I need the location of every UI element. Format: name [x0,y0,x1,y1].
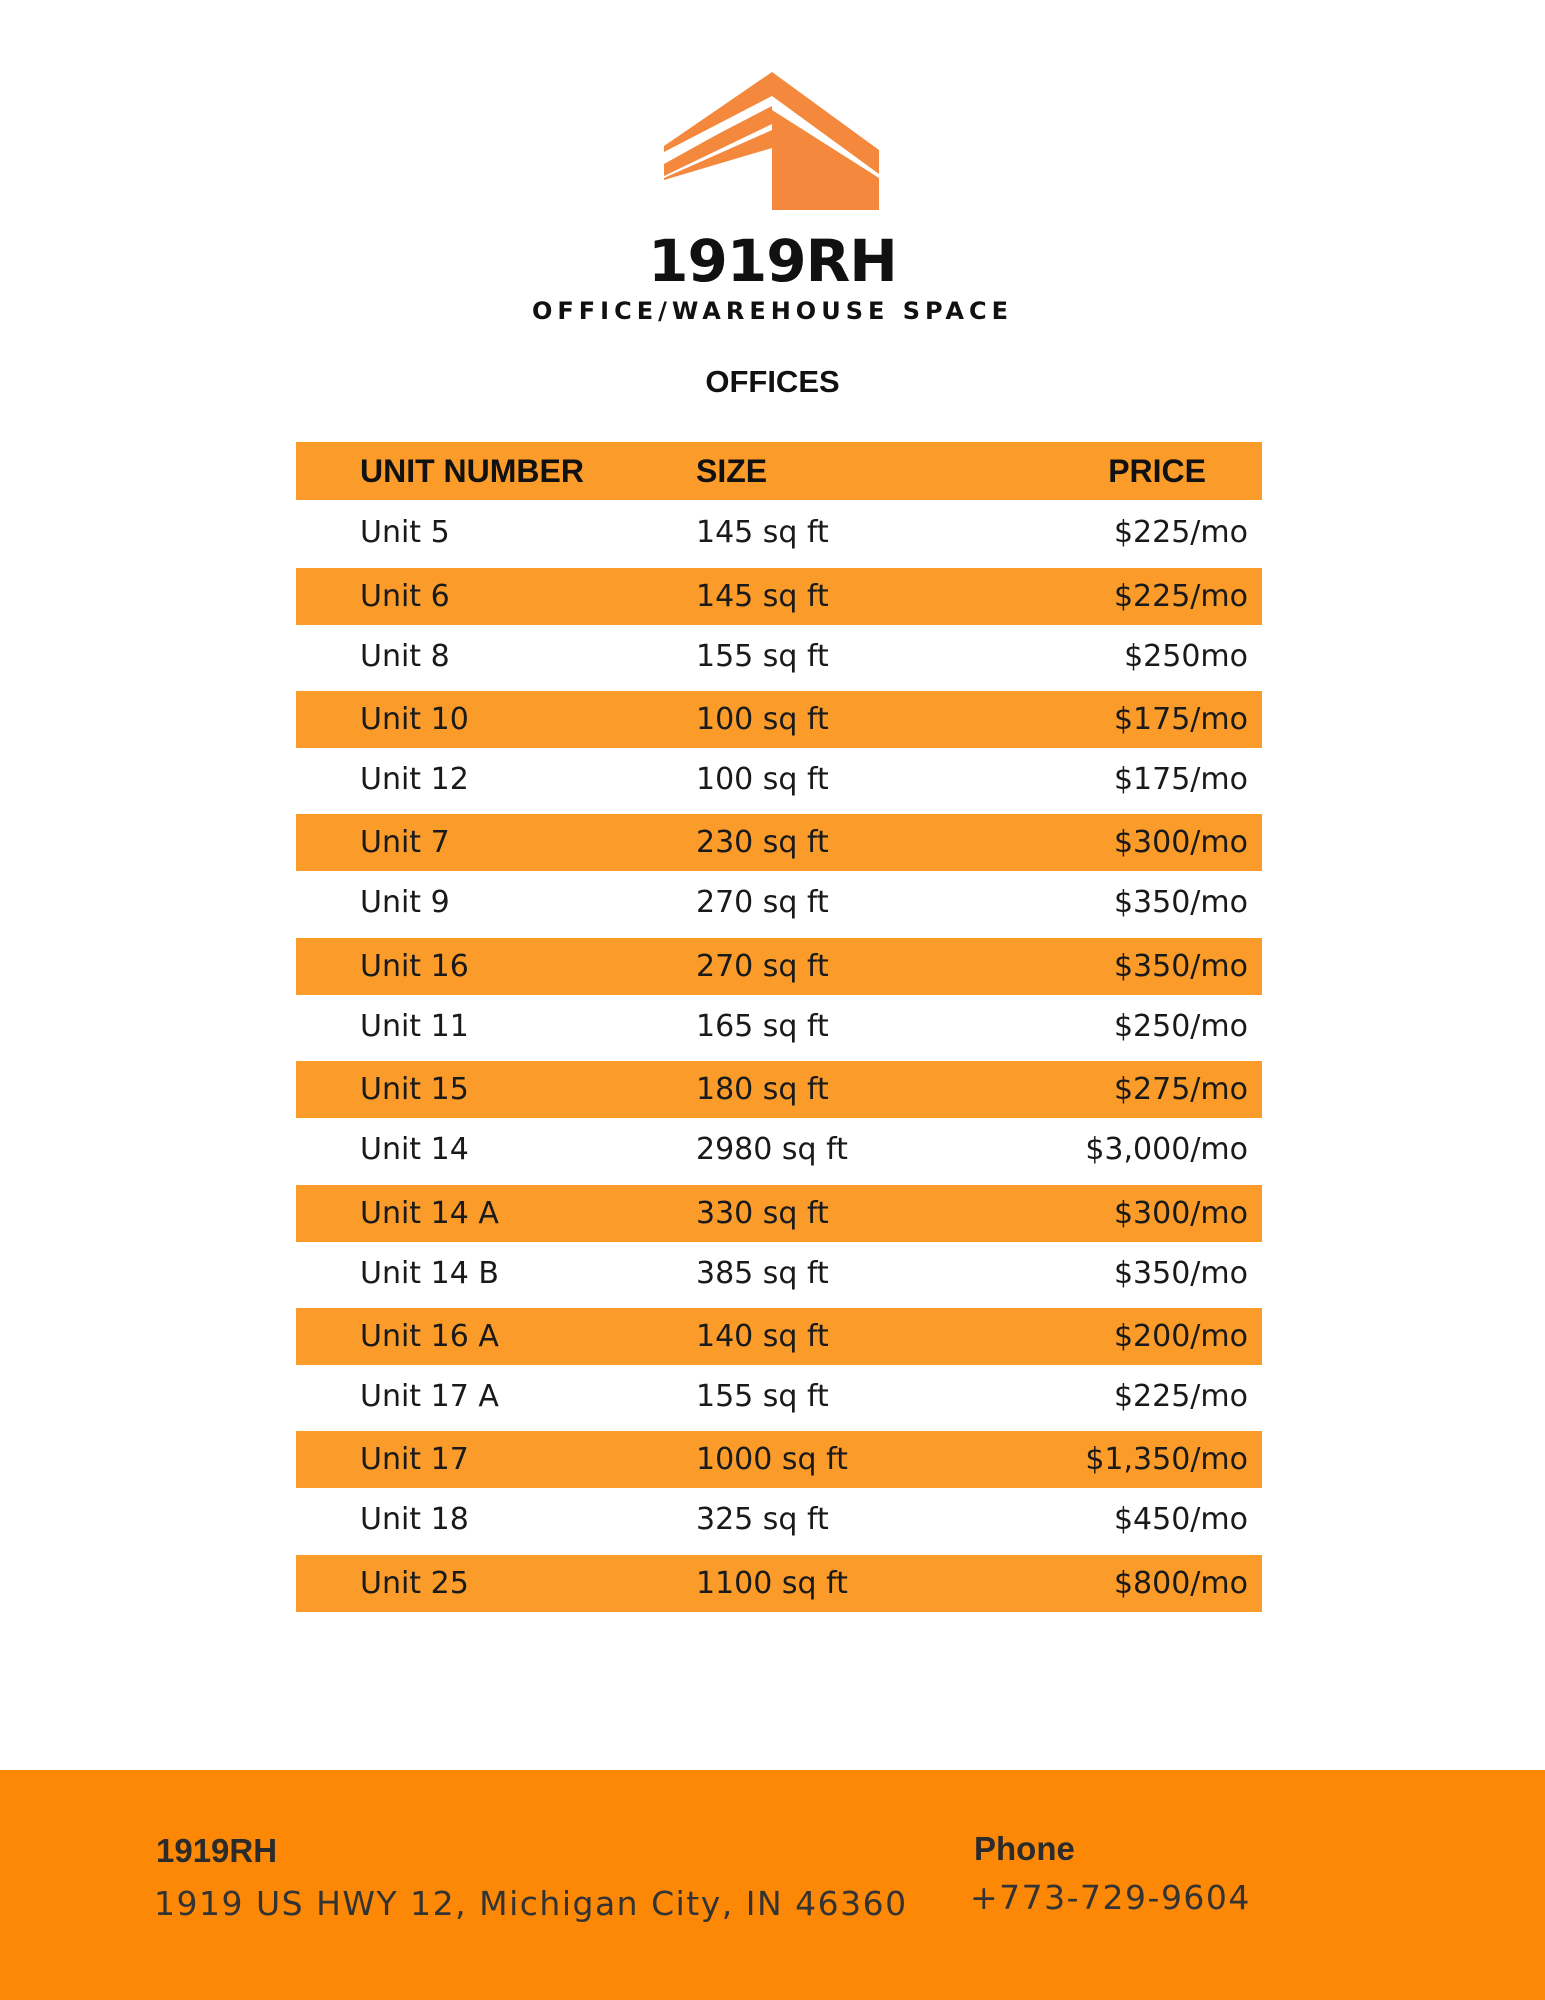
price-cell: $800/mo [1113,1565,1248,1601]
price-cell: $300/mo [1113,1195,1248,1231]
footer-company-name: 1919RH [156,1832,278,1869]
size-cell: 180 sq ft [696,1072,829,1108]
unit-cell: Unit 16 [360,948,469,984]
price-cell: $225/mo [1113,1378,1248,1414]
table-row [296,1181,1262,1243]
table-header-row [296,442,1262,500]
price-cell: $200/mo [1113,1318,1248,1354]
unit-cell: Unit 16 A [360,1318,499,1354]
size-cell: 385 sq ft [696,1255,829,1291]
price-cell: $450/mo [1113,1502,1248,1538]
unit-cell: Unit 9 [360,885,450,921]
unit-cell: Unit 8 [360,638,450,674]
table-row [296,1489,1262,1551]
size-cell: 2980 sq ft [696,1132,848,1168]
brand-title: 1919RH [648,227,897,295]
size-cell: 145 sq ft [696,515,829,551]
size-cell: 1100 sq ft [696,1565,848,1601]
unit-cell: Unit 14 [360,1132,469,1168]
unit-cell: Unit 12 [360,762,469,798]
price-cell: $1,350/mo [1085,1442,1248,1478]
section-title: OFFICES [705,364,840,399]
unit-cell: Unit 14 A [360,1195,499,1231]
table-row [296,502,1262,564]
price-cell: $350/mo [1113,1255,1248,1291]
price-cell: $175/mo [1113,762,1248,798]
table-row [296,687,1262,749]
unit-cell: Unit 6 [360,578,450,614]
table-row [296,1242,1262,1304]
warehouse-roof-logo-icon [664,72,879,210]
price-cell: $350/mo [1113,885,1248,921]
price-cell: $225/mo [1113,578,1248,614]
footer-address: 1919 US HWY 12, Michigan City, IN 46360 [154,1884,908,1923]
price-cell: $175/mo [1113,702,1248,738]
footer-phone-label: Phone [974,1830,1075,1867]
table-row [296,996,1262,1058]
pricing-table [296,442,1262,1612]
unit-cell: Unit 14 B [360,1255,499,1291]
price-cell: $275/mo [1113,1072,1248,1108]
table-row [296,1057,1262,1119]
size-cell: 1000 sq ft [696,1442,848,1478]
column-header-size: SIZE [696,452,768,489]
table-row [296,1427,1262,1489]
column-header-price: PRICE [1108,452,1206,489]
unit-cell: Unit 11 [360,1008,469,1044]
size-cell: 230 sq ft [696,825,829,861]
size-cell: 155 sq ft [696,638,829,674]
table-row [296,1119,1262,1181]
unit-cell: Unit 25 [360,1565,469,1601]
size-cell: 165 sq ft [696,1008,829,1044]
unit-cell: Unit 10 [360,702,469,738]
table-row [296,625,1262,687]
brand-subtitle: OFFICE/WAREHOUSE SPACE [531,297,1013,325]
unit-cell: Unit 7 [360,825,450,861]
table-row [296,749,1262,811]
size-cell: 100 sq ft [696,702,829,738]
price-cell: $250mo [1124,638,1248,674]
size-cell: 270 sq ft [696,885,829,921]
size-cell: 100 sq ft [696,762,829,798]
unit-cell: Unit 17 A [360,1378,499,1414]
table-row [296,934,1262,996]
column-header-unit: UNIT NUMBER [360,452,584,489]
table-row [296,564,1262,626]
table-row [296,1366,1262,1428]
price-cell: $3,000/mo [1085,1132,1248,1168]
size-cell: 270 sq ft [696,948,829,984]
size-cell: 145 sq ft [696,578,829,614]
table-row [296,1551,1262,1613]
unit-cell: Unit 18 [360,1502,469,1538]
footer-contact-bar [0,1770,1545,2000]
table-row [296,810,1262,872]
table-row [296,1304,1262,1366]
size-cell: 330 sq ft [696,1195,829,1231]
price-cell: $350/mo [1113,948,1248,984]
unit-cell: Unit 17 [360,1442,469,1478]
unit-cell: Unit 5 [360,515,450,551]
size-cell: 325 sq ft [696,1502,829,1538]
price-cell: $250/mo [1113,1008,1248,1044]
table-row [296,872,1262,934]
footer-phone-number: +773-729-9604 [970,1878,1251,1917]
price-cell: $300/mo [1113,825,1248,861]
size-cell: 155 sq ft [696,1378,829,1414]
price-cell: $225/mo [1113,515,1248,551]
unit-cell: Unit 15 [360,1072,469,1108]
size-cell: 140 sq ft [696,1318,829,1354]
